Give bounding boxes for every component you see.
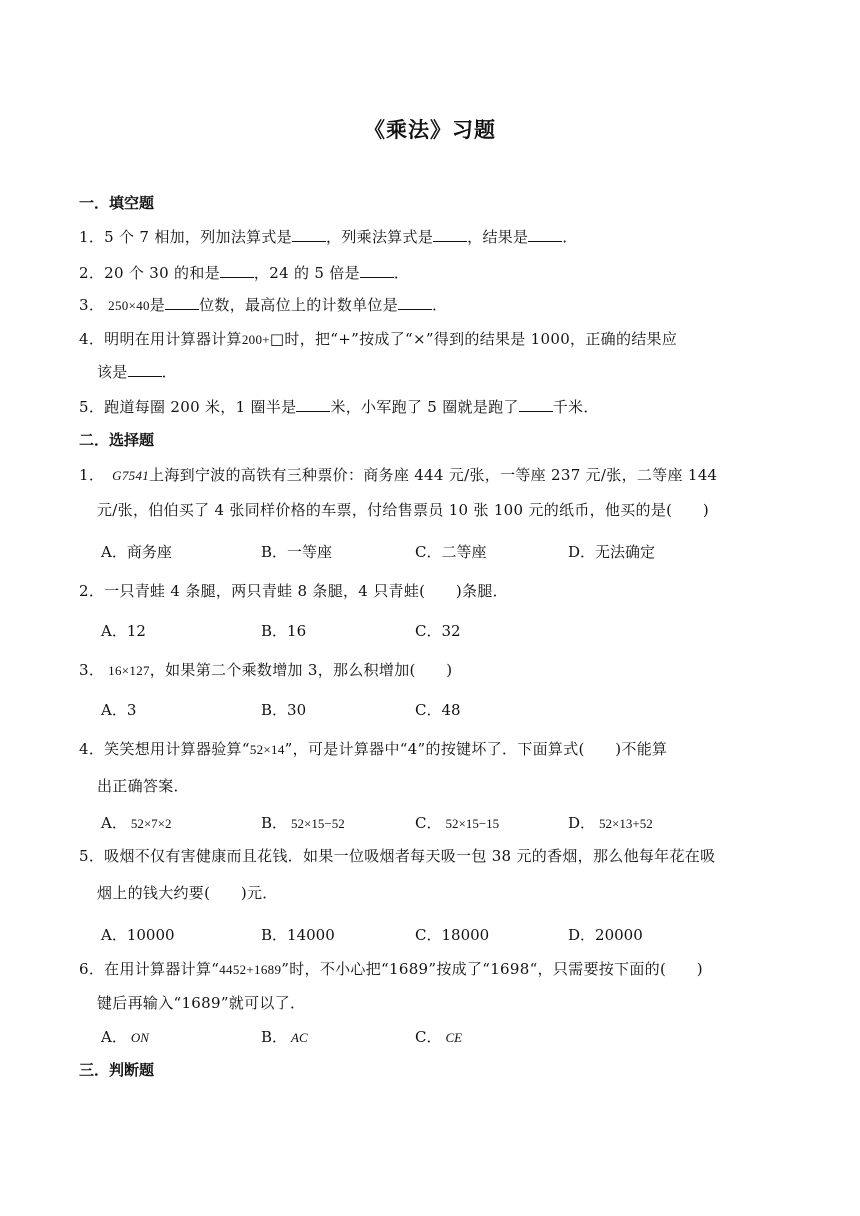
answer-blank[interactable] [528,227,562,242]
option-a[interactable]: A． ON [101,1028,149,1046]
option-b[interactable]: B．30 [261,701,307,719]
option-c[interactable]: C．二等座 [415,543,487,561]
option-a[interactable]: A．12 [101,622,146,640]
choice-question-1-cont: 元/张，伯伯买了 4 张同样价格的车票，付给售票员 10 张 100 元的纸币，他买的是( ) [97,501,710,519]
answer-blank[interactable] [398,295,432,310]
option-b[interactable]: B． AC [261,1028,308,1046]
option-c[interactable]: C．48 [415,701,461,719]
option-d[interactable]: D．20000 [568,926,643,944]
option-c[interactable]: C． 52×15−15 [415,814,500,832]
section-heading-choice: 二．选择题 [79,431,155,449]
answer-blank[interactable] [220,263,254,278]
option-c[interactable]: C．18000 [415,926,490,944]
answer-blank[interactable] [360,263,394,278]
fill-question-1: 1．5 个 7 相加，列加法算式是 ，列乘法算式是 ，结果是 ． [79,228,578,246]
choice-question-3: 3． 16×127，如果第二个乘数增加 3，那么积增加( ) [79,661,453,679]
option-b[interactable]: B． 52×15−52 [261,814,345,832]
choice-question-5-cont: 烟上的钱大约要( )元． [97,884,278,902]
fill-question-4: 4．明明在用计算器计算200+□时，把“+”按成了“×”得到的结果是 1000，正确的结果应 [79,330,678,348]
box-symbol: □ [269,330,285,348]
option-c[interactable]: C． CE [415,1028,463,1046]
choice-question-5: 5．吸烟不仅有害健康而且花钱．如果一位吸烟者每天吸一包 38 元的香烟，那么他每年花在吸 [79,847,716,865]
answer-blank[interactable] [292,227,326,242]
choice-question-2: 2．一只青蛙 4 条腿，两只青蛙 8 条腿，4 只青蛙( )条腿． [79,582,508,600]
answer-blank[interactable] [519,397,553,412]
choice-question-4-cont: 出正确答案． [97,777,189,795]
section-heading-judge: 三．判断题 [79,1061,155,1079]
answer-blank[interactable] [128,362,162,377]
fill-question-3: 3． 250×40是 位数，最高位上的计数单位是 ． [79,296,448,314]
option-b[interactable]: B．14000 [261,926,335,944]
option-a[interactable]: A． 52×7×2 [101,814,172,832]
fill-question-2: 2．20 个 30 的和是 ，24 的 5 倍是 ． [79,264,410,282]
option-b[interactable]: B．一等座 [261,543,333,561]
choice-question-6-cont: 键后再输入“1689”就可以了． [97,994,306,1012]
option-a[interactable]: A．商务座 [101,543,172,561]
option-b[interactable]: B．16 [261,622,307,640]
answer-blank[interactable] [296,397,330,412]
option-a[interactable]: A．10000 [101,926,175,944]
answer-blank[interactable] [433,227,467,242]
option-c[interactable]: C．32 [415,622,461,640]
option-a[interactable]: A．3 [101,701,137,719]
fill-question-4-cont: 该是 ． [97,363,177,381]
option-d[interactable]: D． 52×13+52 [568,814,653,832]
page-title: 《乘法》习题 [364,118,496,142]
answer-blank[interactable] [165,295,199,310]
option-d[interactable]: D．无法确定 [568,543,656,561]
choice-question-1: 1． G7541上海到宁波的高铁有三种票价：商务座 444 元/张，一等座 237 元/张，二等座 144 [79,466,718,484]
choice-question-6: 6．在用计算器计算“4452+1689”时，不小心把“1689”按成了“1698“，只需要按下面的( ) [79,960,703,978]
choice-question-4: 4．笑笑想用计算器验算“52×14”，可是计算器中“4”的按键坏了．下面算式( )不能算 [79,740,668,758]
fill-question-5: 5．跑道每圈 200 米，1 圈半是 米，小军跑了 5 圈就是跑了 千米． [79,398,599,416]
section-heading-fill: 一．填空题 [79,194,155,212]
